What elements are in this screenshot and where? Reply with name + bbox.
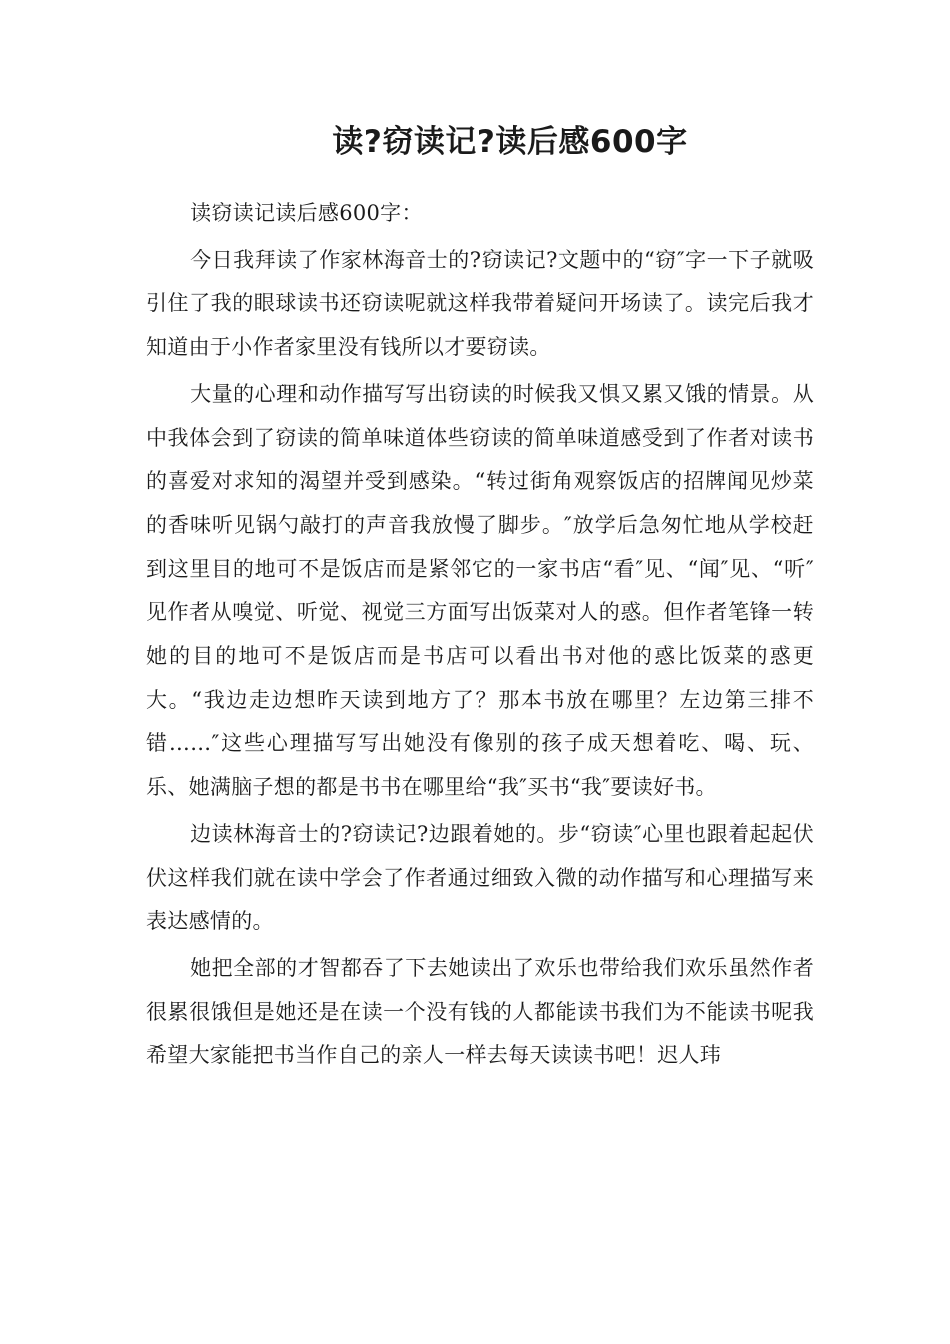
paragraph-3: 边读林海音士的?窃读记?边跟着她的。步“窃读″心里也跟着起起伏伏这样我们就在读中学会了作者通过细致入微的动作描写和心理描写来表达感情的。 xyxy=(146,821,814,934)
paragraph-1: 今日我拜读了作家林海音士的?窃读记?文题中的“窃″字一下子就吸引住了我的眼球读书还窃读呢就这样我带着疑问开场读了。读完后我才知道由于小作者家里没有钱所以才要窃读。 xyxy=(146,247,814,360)
paragraph-4: 她把全部的才智都吞了下去她读出了欢乐也带给我们欢乐虽然作者很累很饿但是她还是在读一个没有钱的人都能读书我们为不能读书呢我希望大家能把书当作自己的亲人一样去每天读读书吧！迟人玮 xyxy=(146,955,814,1068)
paragraph-2: 大量的心理和动作描写写出窃读的时候我又惧又累又饿的情景。从中我体会到了窃读的简单味道体些窃读的简单味道感受到了作者对读书的喜爱对求知的渴望并受到感染。“转过街角观察饭店的招牌闻见炒菜的香味听见锅勺敲打的声音我放慢了脚步。″放学后急匆忙地从学校赶到这里目的地可不是饭店而是紧邻它的一家书店“看″见、“闻″见、“听″见作者从嗅觉、听觉、视觉三方面写出饭菜对人的惑。但作者笔锋一转她的目的地可不是饭店而是书店可以看出书对他的惑比饭菜的惑更大。“我边走边想昨天读到地方了？那本书放在哪里？左边第三排不错……″这些心理描写写出她没有像别的孩子成天想着吃、喝、玩、乐、她满脑子想的都是书书在哪里给“我″买书“我″要读好书。 xyxy=(146,381,814,800)
document-body xyxy=(146,192,814,1078)
paragraph-intro: 读窃读记读后感600字： xyxy=(190,201,423,225)
page-title: 读?窃读记?读后感600字 xyxy=(332,124,688,160)
